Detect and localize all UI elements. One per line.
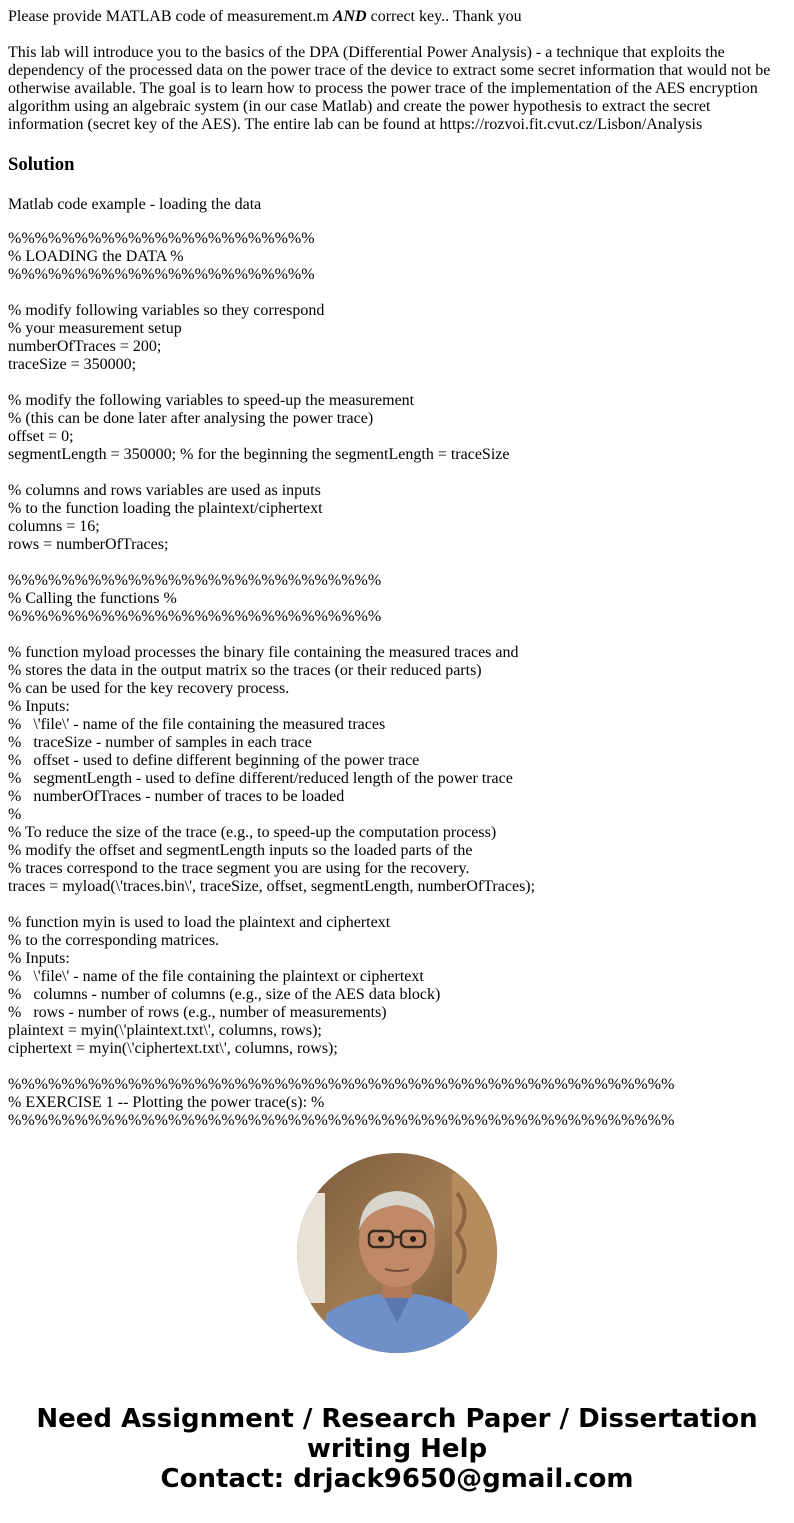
question-prefix: Please provide MATLAB code of measurement.m [8, 8, 333, 25]
solution-intro: Matlab code example - loading the data [8, 196, 262, 213]
code-line: % function myin is used to load the plaintext and ciphertext [8, 914, 391, 931]
code-line: %%%%%%%%%%%%%%%%%%%%%%% [8, 230, 315, 247]
code-line: % To reduce the size of the trace (e.g., to speed-up the computation process) [8, 824, 497, 841]
code-line [8, 464, 786, 482]
code-line: % columns - number of columns (e.g., size of the AES data block) [8, 986, 441, 1003]
code-line: % EXERCISE 1 -- Plotting the power trace(s): % [8, 1094, 325, 1111]
code-line: offset = 0; [8, 428, 74, 445]
code-line: % can be used for the key recovery process. [8, 680, 290, 697]
code-line: ciphertext = myin(\'ciphertext.txt\', columns, rows); [8, 1040, 338, 1057]
person-photo-icon [297, 1153, 497, 1353]
code-line: % offset - used to define different beginning of the power trace [8, 752, 420, 769]
document-body [8, 0, 786, 1130]
code-line: %%%%%%%%%%%%%%%%%%%%%%%%%%%% [8, 572, 382, 589]
code-line [8, 1058, 786, 1076]
code-line: % to the corresponding matrices. [8, 932, 220, 949]
code-line: % Inputs: [8, 950, 70, 967]
code-line: % (this can be done later after analysing the power trace) [8, 410, 374, 427]
code-line [8, 626, 786, 644]
author-avatar [297, 1153, 497, 1353]
contact-banner [0, 1404, 794, 1494]
code-line: numberOfTraces = 200; [8, 338, 162, 355]
lab-description: This lab will introduce you to the basics of the DPA (Differential Power Analysis) - a technique that exploits the dependency of the processed data on the power trace of the device to extract some secret information that would not be otherwise available. The goal is to learn how to process the power trace of the implementation of the AES encryption algorithm using an algebraic system (in our case Matlab) and create the power hypothesis to extract the secret information (secret key of the AES). The entire lab can be found at https://rozvoi.fit.cvut.cz/Lisbon/Analysis [8, 44, 771, 133]
code-line: %%%%%%%%%%%%%%%%%%%%%%% [8, 266, 315, 283]
question-emphasis: AND [332, 8, 367, 25]
code-line: rows = numberOfTraces; [8, 536, 169, 553]
code-line: % traces correspond to the trace segment you are using for the recovery. [8, 860, 470, 877]
code-line: % stores the data in the output matrix so the traces (or their reduced parts) [8, 662, 482, 679]
code-line: % modify the offset and segmentLength inputs so the loaded parts of the [8, 842, 473, 859]
code-line: % function myload processes the binary file containing the measured traces and [8, 644, 519, 661]
code-line: % rows - number of rows (e.g., number of measurements) [8, 1004, 387, 1021]
code-line [8, 896, 786, 914]
code-line: % \'file\' - name of the file containing the measured traces [8, 716, 386, 733]
code-line: % Calling the functions % [8, 590, 177, 607]
code-line [8, 554, 786, 572]
code-line: %%%%%%%%%%%%%%%%%%%%%%%%%%%%%%%%%%%%%%%%%%%%%%%%%% [8, 1076, 675, 1093]
code-line: % numberOfTraces - number of traces to be loaded [8, 788, 345, 805]
code-line: % columns and rows variables are used as inputs [8, 482, 321, 499]
code-line: % to the function loading the plaintext/ciphertext [8, 500, 323, 517]
question-text [8, 8, 786, 26]
code-line: %%%%%%%%%%%%%%%%%%%%%%%%%%%% [8, 608, 382, 625]
code-line: % your measurement setup [8, 320, 182, 337]
code-line: % \'file\' - name of the file containing the plaintext or ciphertext [8, 968, 424, 985]
code-line: plaintext = myin(\'plaintext.txt\', columns, rows); [8, 1022, 322, 1039]
code-line: %%%%%%%%%%%%%%%%%%%%%%%%%%%%%%%%%%%%%%%%%%%%%%%%%% [8, 1112, 675, 1129]
code-line: % [8, 806, 22, 823]
code-line: segmentLength = 350000; % for the beginning the segmentLength = traceSize [8, 446, 510, 463]
banner-line-2: writing Help [306, 1434, 488, 1464]
question-suffix: correct key.. Thank you [366, 8, 522, 25]
code-line: traces = myload(\'traces.bin\', traceSize, offset, segmentLength, numberOfTraces); [8, 878, 536, 895]
code-line: % traceSize - number of samples in each trace [8, 734, 312, 751]
code-line [8, 284, 786, 302]
code-line: % Inputs: [8, 698, 70, 715]
code-line [8, 374, 786, 392]
code-line: % LOADING the DATA % [8, 248, 184, 265]
matlab-code-block [8, 230, 786, 1130]
code-line: % modify following variables so they correspond [8, 302, 325, 319]
solution-heading: Solution [8, 154, 75, 175]
code-line: % modify the following variables to speed-up the measurement [8, 392, 415, 409]
banner-line-3: Contact: drjack9650@gmail.com [160, 1464, 634, 1494]
banner-line-1: Need Assignment / Research Paper / Dissertation [36, 1404, 758, 1434]
code-line: % segmentLength - used to define different/reduced length of the power trace [8, 770, 513, 787]
code-line: traceSize = 350000; [8, 356, 137, 373]
code-line: columns = 16; [8, 518, 100, 535]
